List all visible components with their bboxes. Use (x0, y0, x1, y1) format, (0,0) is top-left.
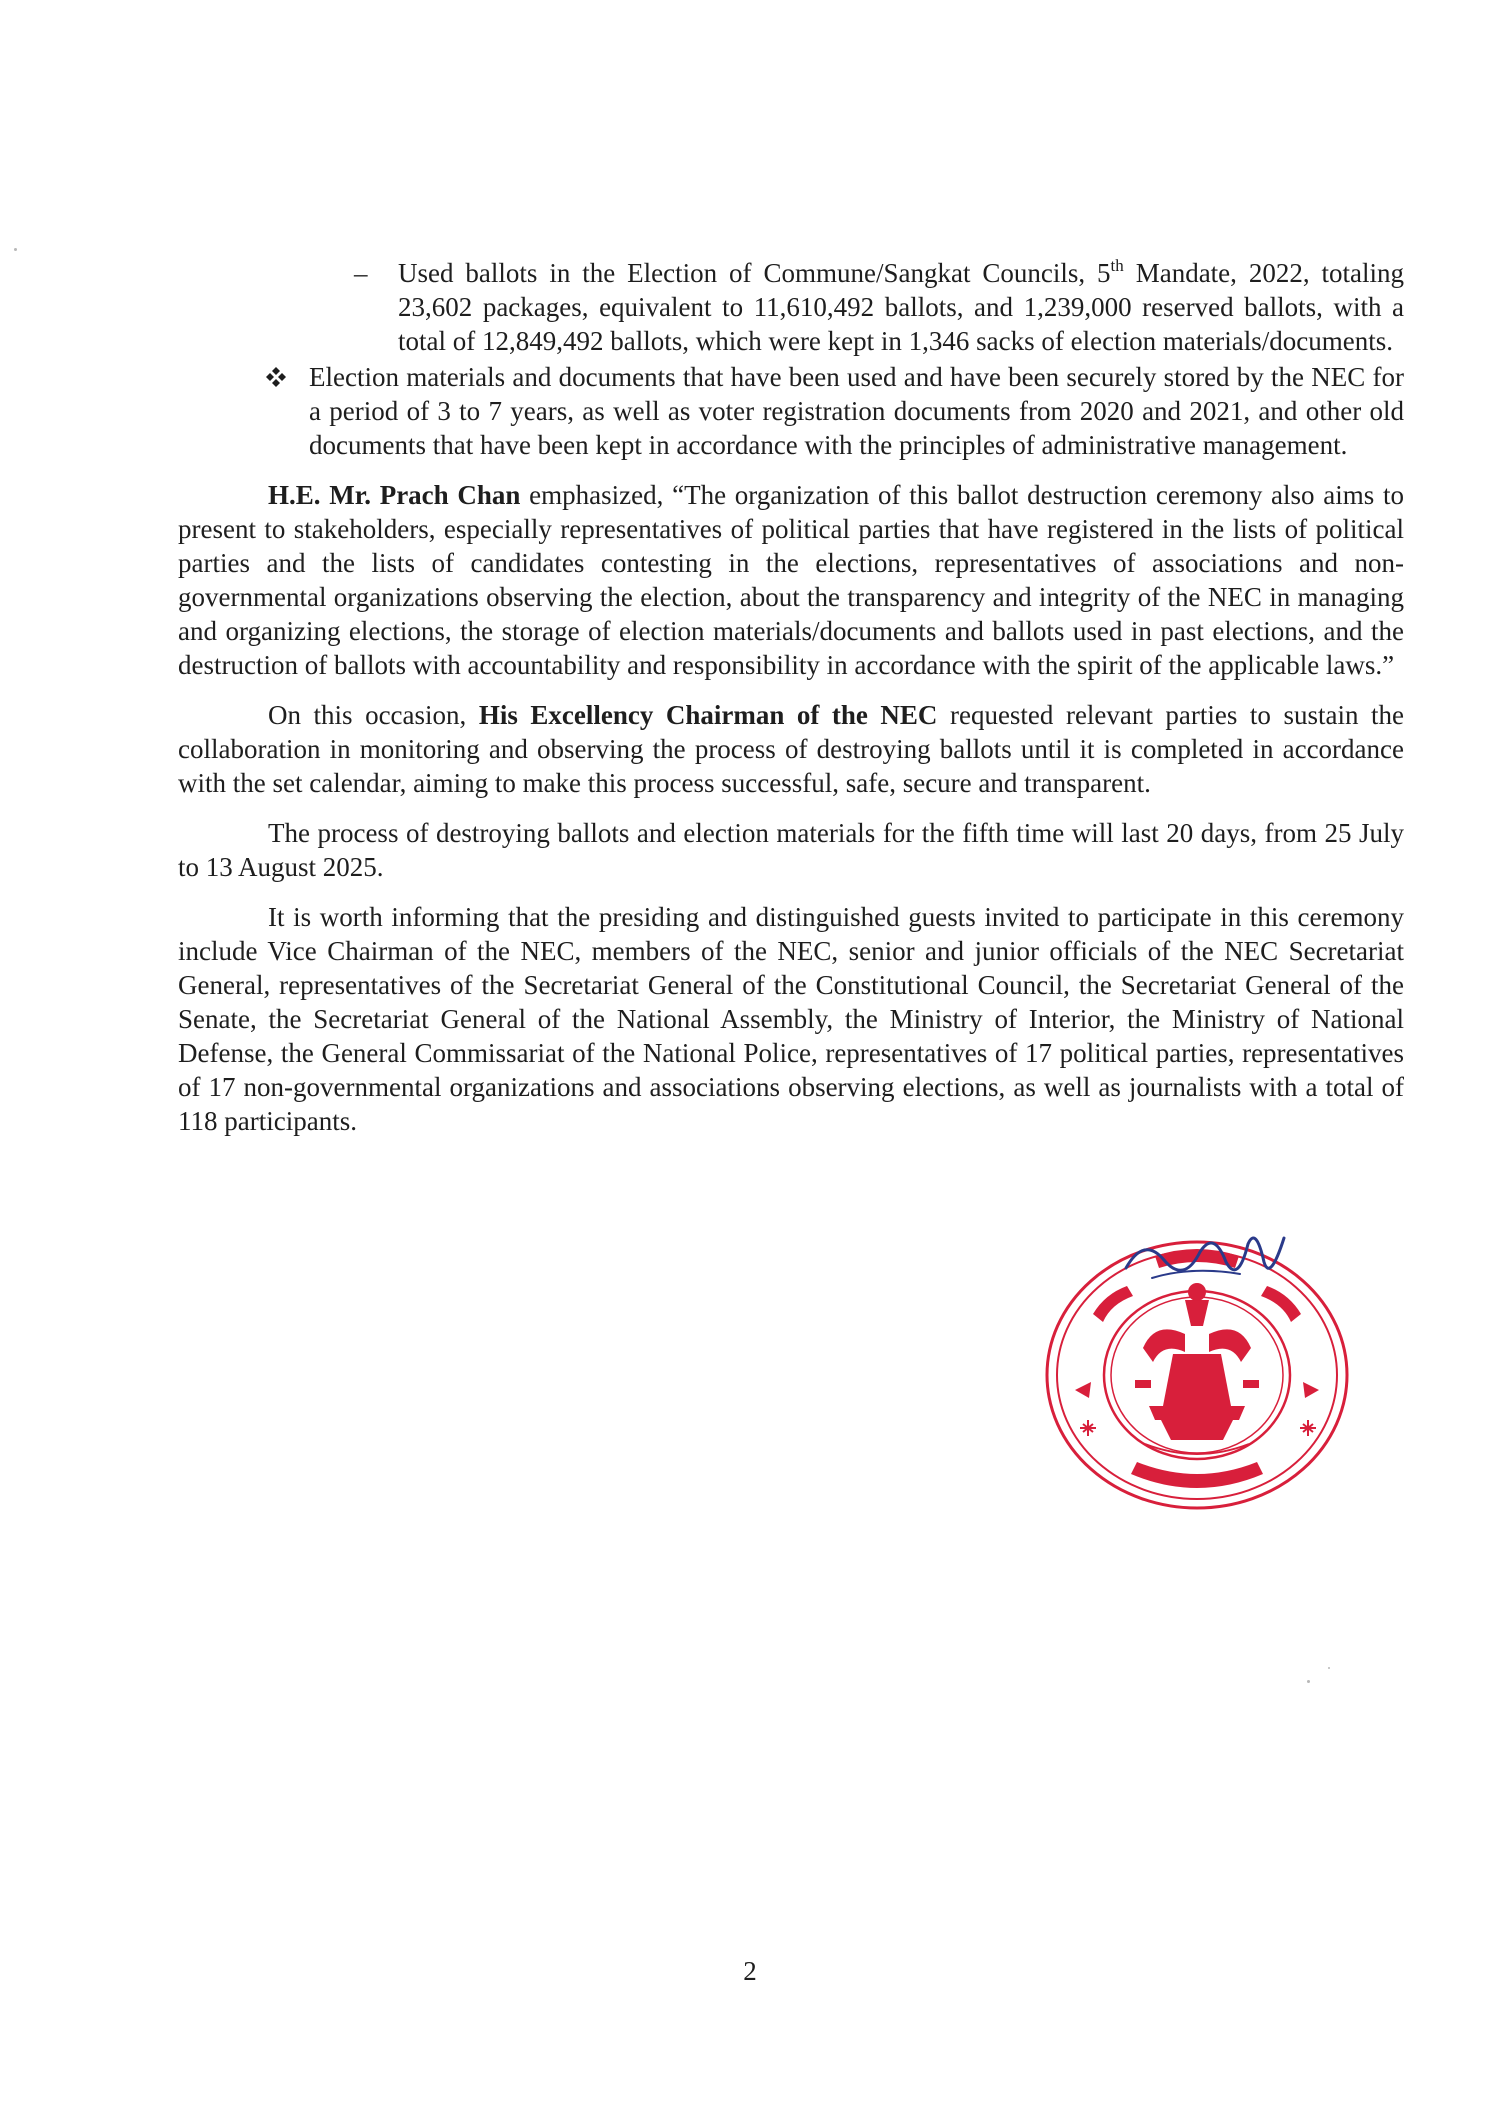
page-number: 2 (743, 1956, 757, 1986)
request-suffix: requested relevant parties to sustain the collaboration in monitoring and observing the process of destroying ballots until it is completed in accordance with the set calendar, aiming to make this process successful, safe, secure and transparent. (178, 700, 1404, 798)
dash-item-text-end: Mandate, 2022, totaling 23,602 packages, equivalent to 11,610,492 ballots, and 1,239,000 reserved ballots, with a total of 12,849,492 ballots, which were kept in 1,346 sacks of election materials/documents. (398, 258, 1404, 356)
dash-item-text-start: Used ballots in the Election of Commune/Sangkat Councils, 5 (398, 258, 1111, 288)
schedule-text: The process of destroying ballots and election materials for the fifth time will last 20 days, from 25 July to 13 August 2025. (178, 818, 1404, 882)
paragraph-emphasis-quote (178, 478, 1404, 682)
four-diamond-bullet-icon (266, 367, 286, 387)
scan-speck (1328, 1667, 1330, 1669)
paragraph-participants (178, 900, 1404, 1138)
ordinal-superscript: th (1110, 256, 1124, 275)
scan-speck (14, 248, 17, 251)
handwritten-signature-icon (1122, 1222, 1292, 1292)
dash-list-item (178, 256, 1404, 358)
bullet-item-text: Election materials and documents that have been used and have been securely stored by the NEC for a period of 3 to 7 years, as well as voter registration documents from 2020 and 2021, and other old documents that have been kept in accordance with the principles of administrative management. (309, 362, 1404, 460)
speaker-name: H.E. Mr. Prach Chan (268, 480, 521, 510)
paragraph-schedule (178, 816, 1404, 884)
dash-marker: – (354, 258, 368, 288)
request-prefix: On this occasion, (268, 700, 479, 730)
quote-text: emphasized, “The organization of this ballot destruction ceremony also aims to present to stakeholders, especially representatives of political parties that have registered in the lists of political parties and the lists of candidates contesting in the elections, representatives of associations and non-governmental organizations observing the election, about the transparency and integrity of the NEC in managing and organizing elections, the storage of election materials/documents and ballots used in past elections, and the destruction of ballots with accountability and responsibility in accordance with the spirit of the applicable laws.” (178, 480, 1404, 680)
document-body (178, 256, 1404, 1154)
scan-speck (1307, 1680, 1310, 1683)
bullet-list-item (178, 360, 1404, 462)
participants-text: It is worth informing that the presiding and distinguished guests invited to participate in this ceremony include Vice Chairman of the NEC, members of the NEC, senior and junior officials of the NEC Secretariat General, representatives of the Secretariat General of the Constitutional Council, the Secretariat General of the Senate, the Secretariat General of the National Assembly, the Ministry of Interior, the Ministry of National Defense, the General Commissariat of the National Police, representatives of 17 political parties, representatives of 17 non-governmental organizations and associations observing elections, as well as journalists with a total of 118 participants. (178, 902, 1404, 1136)
paragraph-request (178, 698, 1404, 800)
chairman-title: His Excellency Chairman of the NEC (478, 700, 938, 730)
